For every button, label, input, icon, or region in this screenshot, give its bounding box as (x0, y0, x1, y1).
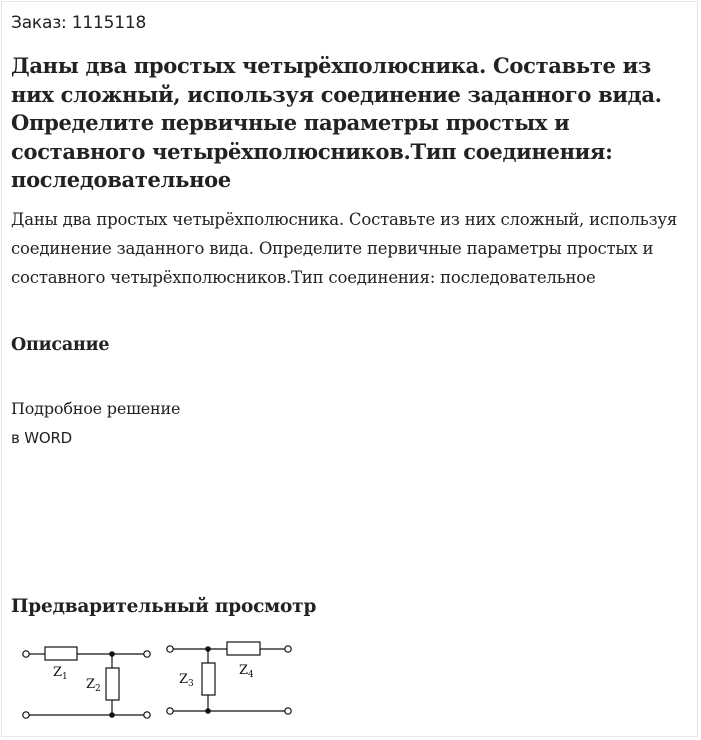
label-z2: $Z_2$ (86, 677, 101, 694)
node-left-bottom (110, 713, 114, 717)
terminal-left-top-out (144, 651, 150, 657)
terminal-left-top-in (23, 651, 29, 657)
impedance-z2 (106, 668, 119, 700)
order-number: Заказ: 1115118 (11, 13, 147, 33)
description-line-2: в WORD (11, 429, 73, 447)
description-heading: Описание (11, 335, 110, 355)
description-line-1: Подробное решение (11, 399, 181, 418)
impedance-z4 (227, 642, 260, 655)
preview-heading: Предварительный просмотр (11, 596, 317, 617)
terminal-right-bottom-in (167, 708, 173, 714)
node-left-top (110, 652, 114, 656)
terminal-right-top-out (285, 646, 291, 652)
circuit-preview (17, 632, 307, 727)
impedance-z3 (202, 663, 215, 695)
impedance-z1 (45, 647, 77, 660)
node-right-top (206, 647, 210, 651)
page-title: Даны два простых четырёхполюсника. Составьте из них сложный, используя соединение заданного вида. Определите первичные параметры простых и составного четырёхполюсников.Тип соединения: последовательное (11, 53, 662, 192)
task-description: Даны два простых четырёхполюсника. Составьте из них сложный, используя соединение заданного вида. Определите первичные параметры простых и составного четырёхполюсников.Тип соединения: последовательное (11, 210, 678, 287)
label-z1: $Z_1$ (53, 665, 68, 682)
terminal-left-bottom-in (23, 712, 29, 718)
terminal-right-top-in (167, 646, 173, 652)
terminal-right-bottom-out (285, 708, 291, 714)
node-right-bottom (206, 709, 210, 713)
label-z4: $Z_4$ (239, 663, 254, 680)
label-z3: $Z_3$ (179, 672, 194, 689)
terminal-left-bottom-out (144, 712, 150, 718)
content-frame (1, 1, 698, 737)
